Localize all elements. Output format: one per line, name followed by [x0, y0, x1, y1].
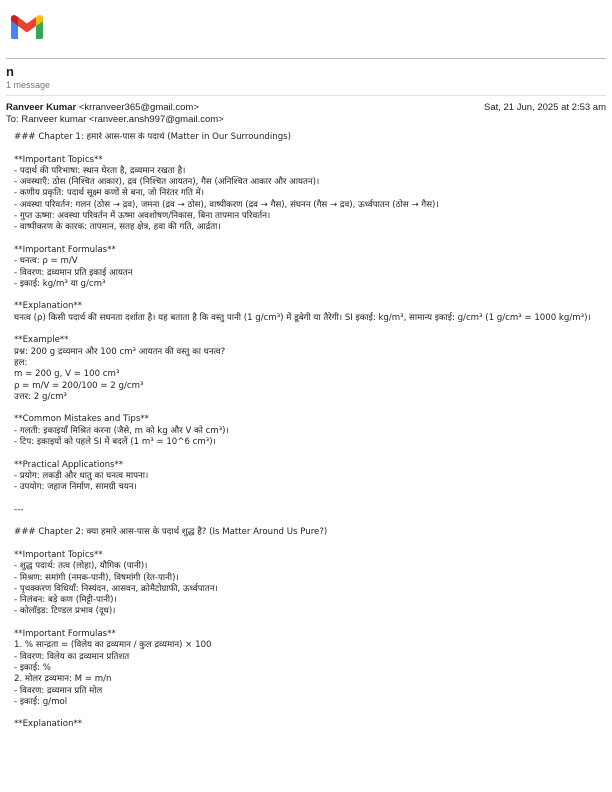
- body-line: ρ = m/V = 200/100 = 2 g/cm³: [14, 380, 144, 391]
- to-recipient[interactable]: Ranveer kumar <ranveer.ansh997@gmail.com>: [21, 114, 224, 125]
- body-line: **Important Topics**: [14, 154, 103, 165]
- body-line: - प्रयोग: लकड़ी और धातु का घनत्व मापना।: [14, 470, 149, 481]
- body-line: घनत्व (ρ) किसी पदार्थ की सघनता दर्शाता है। यह बताता है कि वस्तु पानी (1 g/cm³) में डूबेगी या तैरेगी। SI इकाई: kg/m³, सामान्य इकाई: g/cm³ (1 g/cm³ = 1000 kg/m³)।: [14, 312, 591, 323]
- body-line: **Important Formulas**: [14, 629, 116, 640]
- body-line: **Explanation**: [14, 301, 82, 312]
- body-line: - इकाई: kg/m³ या g/cm³: [14, 278, 106, 289]
- body-line: - इकाई: %: [14, 662, 51, 673]
- body-line: प्रश्न: 200 g द्रव्यमान और 100 cm³ आयतन की वस्तु का घनत्व?: [14, 346, 226, 357]
- body-line: - उपयोग: जहाज निर्माण, सामग्री चयन।: [14, 482, 137, 493]
- message-to: [6, 114, 224, 125]
- body-line: - मिश्रण: समांगी (नमक-पानी), विषमांगी (रेत-पानी)।: [14, 572, 179, 583]
- body-line: - विवरण: विलेय का द्रव्यमान प्रतिशत: [14, 651, 130, 662]
- body-line: - गुप्त ऊष्मा: अवस्था परिवर्तन में ऊष्मा अवशोषण/निकास, बिना तापमान परिवर्तन।: [14, 211, 271, 222]
- body-line: **Important Topics**: [14, 549, 103, 560]
- message-divider: [6, 95, 606, 96]
- thread-subject: n: [6, 64, 14, 79]
- body-line: **Explanation**: [14, 719, 82, 730]
- message-date: Sat, 21 Jun, 2025 at 2:53 am: [483, 102, 606, 113]
- body-line: - कणीय प्रकृति: पदार्थ सूक्ष्म कणों से बना, जो निरंतर गति में।: [14, 188, 204, 199]
- body-line: - शुद्ध पदार्थ: तत्व (लोहा), यौगिक (पानी)।: [14, 561, 148, 572]
- body-line: ### Chapter 1: हमारे आस-पास के पदार्थ (Matter in Our Surroundings): [14, 132, 291, 142]
- body-line: - इकाई: g/mol: [14, 696, 68, 707]
- body-line: - वाष्पीकरण के कारक: तापमान, सतह क्षेत्र, हवा की गति, आर्द्रता।: [14, 222, 221, 233]
- body-blank-line: [14, 448, 602, 459]
- body-line: 2. मोलर द्रव्यमान: M = m/n: [14, 674, 112, 685]
- body-line: **Common Mistakes and Tips**: [14, 414, 149, 425]
- sender-name: Ranveer Kumar: [6, 102, 77, 113]
- message-from: [6, 102, 199, 113]
- body-line: - टिप: इकाइयों को पहले SI में बदलें (1 m³ = 10^6 cm³)।: [14, 437, 216, 448]
- body-blank-line: [14, 234, 602, 245]
- body-blank-line: [14, 516, 602, 527]
- body-line: - निलंबन: बड़े कण (मिट्टी-पानी)।: [14, 595, 117, 606]
- body-line: **Practical Applications**: [14, 459, 124, 470]
- message-count: 1 message: [6, 80, 51, 90]
- body-line: - कोलॉइड: टिण्डल प्रभाव (दूध)।: [14, 606, 116, 617]
- to-label: To:: [6, 114, 19, 125]
- body-blank-line: [14, 403, 602, 414]
- body-line: हल:: [14, 357, 28, 368]
- body-line: - विवरण: द्रव्यमान प्रति मोल: [14, 685, 103, 696]
- body-line: ### Chapter 2: क्या हमारे आस-पास के पदार्थ शुद्ध हैं? (Is Matter Around Us Pure?): [14, 527, 328, 538]
- body-blank-line: [14, 494, 602, 505]
- message-body: [14, 132, 602, 792]
- body-line: **Example**: [14, 335, 69, 346]
- body-blank-line: [14, 324, 602, 335]
- body-blank-line: [14, 290, 602, 301]
- body-line: - अवस्थाएँ: ठोस (निश्चित आकार), द्रव (निश्चित आयतन), गैस (अनिश्चित आकार और आयतन)।: [14, 177, 320, 188]
- body-line: - अवस्था परिवर्तन: गलन (ठोस → द्रव), जमना (द्रव → ठोस), वाष्पीकरण (द्रव → गैस), संघनन (गैस → द्रव), ऊर्ध्वपातन (ठोस → गैस)।: [14, 199, 439, 210]
- body-line: - पदार्थ की परिभाषा: स्थान घेरता है, द्रव्यमान रखता है।: [14, 165, 186, 176]
- body-line: **Important Formulas**: [14, 244, 116, 255]
- body-line: 1. % सान्द्रता = (विलेय का द्रव्यमान / कुल द्रव्यमान) × 100: [14, 640, 212, 651]
- body-line: ---: [14, 504, 24, 515]
- body-blank-line: [14, 143, 602, 154]
- header-divider: [6, 58, 606, 59]
- body-blank-line: [14, 708, 602, 719]
- body-line: - पृथक्करण विधियाँ: निस्यंदन, आसवन, क्रोमैटोग्राफी, ऊर्ध्वपातन।: [14, 583, 218, 594]
- gmail-logo[interactable]: [11, 15, 43, 39]
- body-line: - घनत्व: ρ = m/V: [14, 256, 78, 267]
- body-blank-line: [14, 539, 602, 550]
- gmail-logo-icon: [11, 15, 43, 39]
- sender-email[interactable]: <krranveer365@gmail.com>: [78, 102, 199, 113]
- body-blank-line: [14, 618, 602, 629]
- body-line: - गलती: इकाइयाँ मिश्रित करना (जैसे, m को kg और V को cm³)।: [14, 425, 229, 436]
- body-line: m = 200 g, V = 100 cm³: [14, 369, 120, 380]
- body-line: उत्तर: 2 g/cm³: [14, 391, 67, 402]
- body-line: - विवरण: द्रव्यमान प्रति इकाई आयतन: [14, 267, 133, 278]
